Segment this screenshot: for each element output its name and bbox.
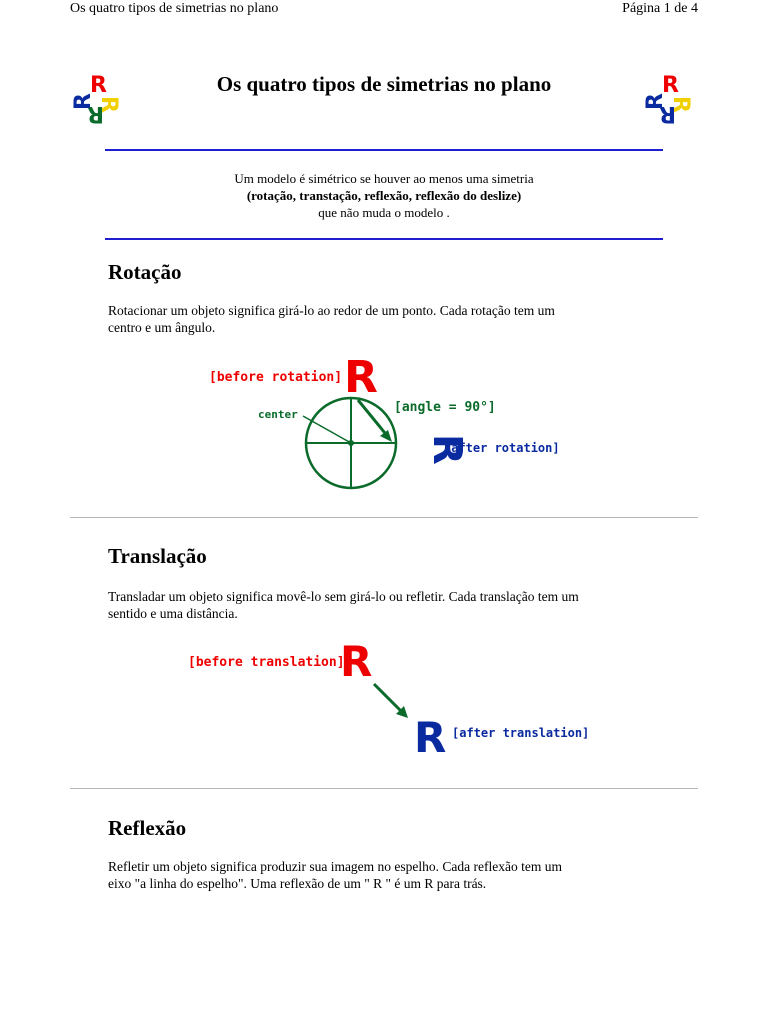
section-title-reflection: Reflexão [108, 816, 187, 840]
logo-letter-blue-2: R [643, 93, 668, 110]
angle-label: [angle = 90°] [394, 400, 496, 415]
after-rotation-label: [after rotation] [444, 441, 560, 455]
section-title-translation: Translação [108, 544, 207, 568]
text-line: eixo "a linha do espelho". Uma reflexão de um " R " é um R para trás. [108, 876, 487, 891]
top-divider [105, 149, 663, 151]
intro-line-2: (rotação, transtação, reflexão, reflexão do deslize) [246, 188, 522, 203]
before-rotation-label: [before rotation] [209, 370, 343, 385]
logo-letter-yellow: R [668, 96, 693, 113]
after-translation-letter: R [414, 713, 447, 758]
rotation-figure [200, 350, 570, 500]
logo-letter-red: R [90, 73, 107, 98]
section-text-reflection [108, 858, 668, 892]
text-line: Transladar um objeto significa movê-lo sem girá-lo ou refletir. Cada translação tem um [108, 589, 579, 604]
before-rotation-letter: R [344, 352, 378, 403]
translation-arrow [374, 684, 404, 714]
before-translation-letter: R [340, 638, 373, 686]
center-dot [348, 440, 354, 446]
intro-line-3: que não muda o modelo . [318, 205, 450, 220]
logo-letter-blue: R [71, 93, 96, 110]
text-line: centro e um ângulo. [108, 320, 216, 335]
section-divider [70, 788, 698, 789]
logo-letter-blue: R [659, 101, 676, 126]
center-pointer [303, 416, 351, 443]
logo-letter-green: R [87, 101, 104, 126]
before-translation-label: [before translation] [188, 655, 345, 670]
logo-letter-red: R [662, 73, 679, 98]
text-line: Refletir um objeto significa produzir sua imagem no espelho. Cada reflexão tem um [108, 859, 562, 874]
rotation-arrow [358, 400, 389, 438]
intro-line-1: Um modelo é simétrico se houver ao menos uma simetria [234, 171, 534, 186]
bottom-divider [105, 238, 663, 240]
page-title: Os quatro tipos de simetrias no plano [216, 72, 552, 96]
rotation-arrow-head [380, 430, 392, 442]
section-title-rotation: Rotação [108, 260, 182, 284]
translation-figure [180, 638, 600, 758]
text-line: Rotacionar um objeto significa girá-lo ao redor de um ponto. Cada rotação tem um [108, 303, 555, 318]
page-number: Página 1 de 4 [622, 1, 698, 16]
text-line: sentido e uma distância. [108, 606, 238, 621]
after-rotation-letter: R [424, 434, 470, 465]
after-translation-label: [after translation] [452, 726, 590, 740]
section-text-translation [108, 588, 668, 622]
section-text-rotation [108, 302, 668, 336]
logo-letter-yellow: R [96, 96, 121, 113]
center-label: center [258, 408, 298, 421]
intro-text [105, 170, 663, 221]
page-header-title: Os quatro tipos de simetrias no plano [70, 1, 279, 16]
section-divider [70, 517, 698, 518]
